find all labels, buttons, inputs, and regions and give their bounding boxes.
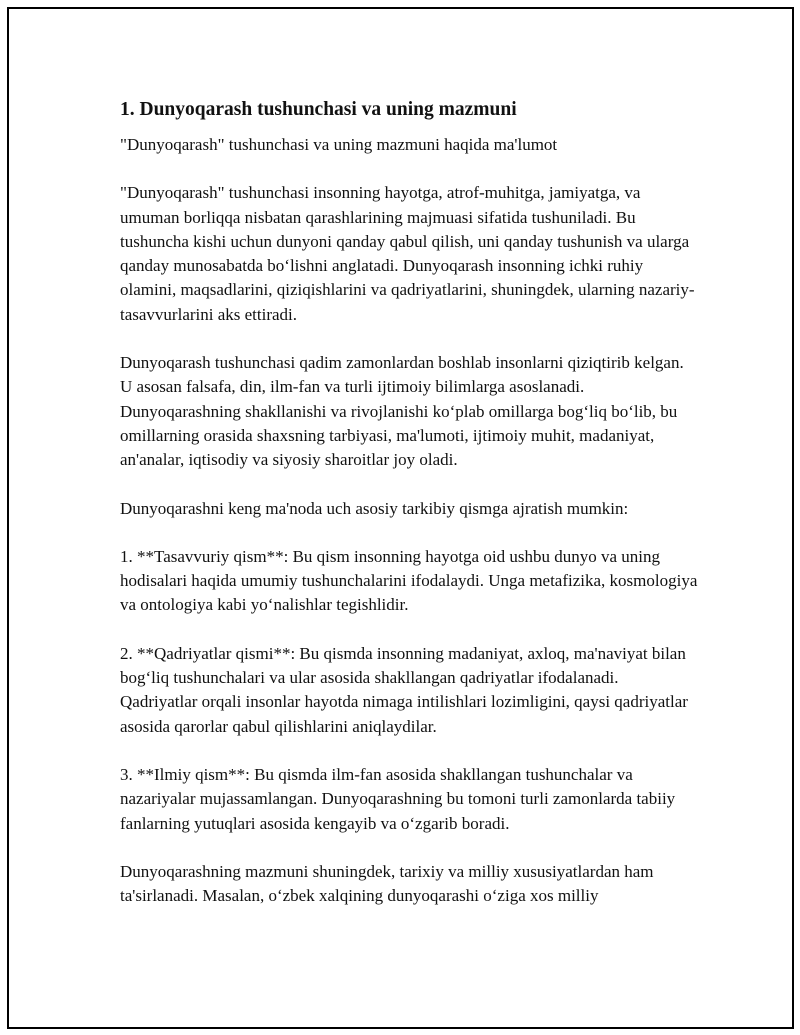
paragraph-definition: "Dunyoqarash" tushunchasi insonning hayotga, atrof-muhitga, jamiyatga, va umuman borliqqa nisbatan qarashlarining majmuasi sifatida tushuniladi. Bu tushuncha kishi uchun dunyoni qanday qabul qilish, uni qanday tushunish va ularga qanday munosabatda bo‘lishni anglatadi. Dunyoqarash insonning ichki ruhiy olamini, maqsadlarini, qiziqishlarini va qadriyatlarini, shuningdek, ularning nazariy-tasavvurlarini aks ettiradi. <box>120 183 695 324</box>
list-item-tasavvuriy: 1. **Tasavvuriy qism**: Bu qism insonning hayotga oid ushbu dunyo va uning hodisalari haqida umumiy tushunchalarini ifodalaydi. Unga metafizika, kosmologiya va ontologiya kabi yo‘nalishlar tegishlidir. <box>120 546 698 615</box>
list-item-qadriyatlar: 2. **Qadriyatlar qismi**: Bu qismda insonning madaniyat, axloq, ma'naviyat bilan bog‘liq tushunchalari va ular asosida shakllangan qadriyatlar ifodalanadi. Qadriyatlar orqali insonlar hayotda nimaga intilishlari lozimligini, qaysi qadriyatlar asosida qarorlar qabul qilishlarini aniqlaydilar. <box>120 643 688 736</box>
list-item-ilmiy: 3. **Ilmiy qism**: Bu qismda ilm-fan asosida shakllangan tushunchalar va nazariyalar mujassamlangan. Dunyoqarashning bu tomoni turli zamonlarda tabiiy fanlarning yutuqlari asosida kengayib va o‘zgarib boradi. <box>120 764 676 833</box>
document-page <box>7 7 794 1029</box>
section-subtitle: "Dunyoqarash" tushunchasi va uning mazmuni haqida ma'lumot <box>120 135 558 154</box>
paragraph-components-intro: Dunyoqarashni keng ma'noda uch asosiy tarkibiy qismga ajratish mumkin: <box>120 498 629 518</box>
document-body <box>120 97 700 932</box>
paragraph-national-features: Dunyoqarashning mazmuni shuningdek, tarixiy va milliy xususiyatlardan ham ta'sirlanadi. Masalan, o‘zbek xalqining dunyoqarashi o‘ziga xos milliy <box>120 861 654 906</box>
section-heading: 1. Dunyoqarash tushunchasi va uning mazmuni <box>120 99 517 120</box>
paragraph-history: Dunyoqarash tushunchasi qadim zamonlardan boshlab insonlarni qiziqtirib kelgan. U asosan falsafa, din, ilm-fan va turli ijtimoiy bilimlarga asoslanadi. Dunyoqarashning shakllanishi va rivojlanishi ko‘plab omillarga bog‘liq bo‘lib, bu omillarning orasida shaxsning tarbiyasi, ma'lumoti, ijtimoiy muhit, madaniyat, an'analar, iqtisodiy va siyosiy sharoitlar joy oladi. <box>120 353 684 470</box>
